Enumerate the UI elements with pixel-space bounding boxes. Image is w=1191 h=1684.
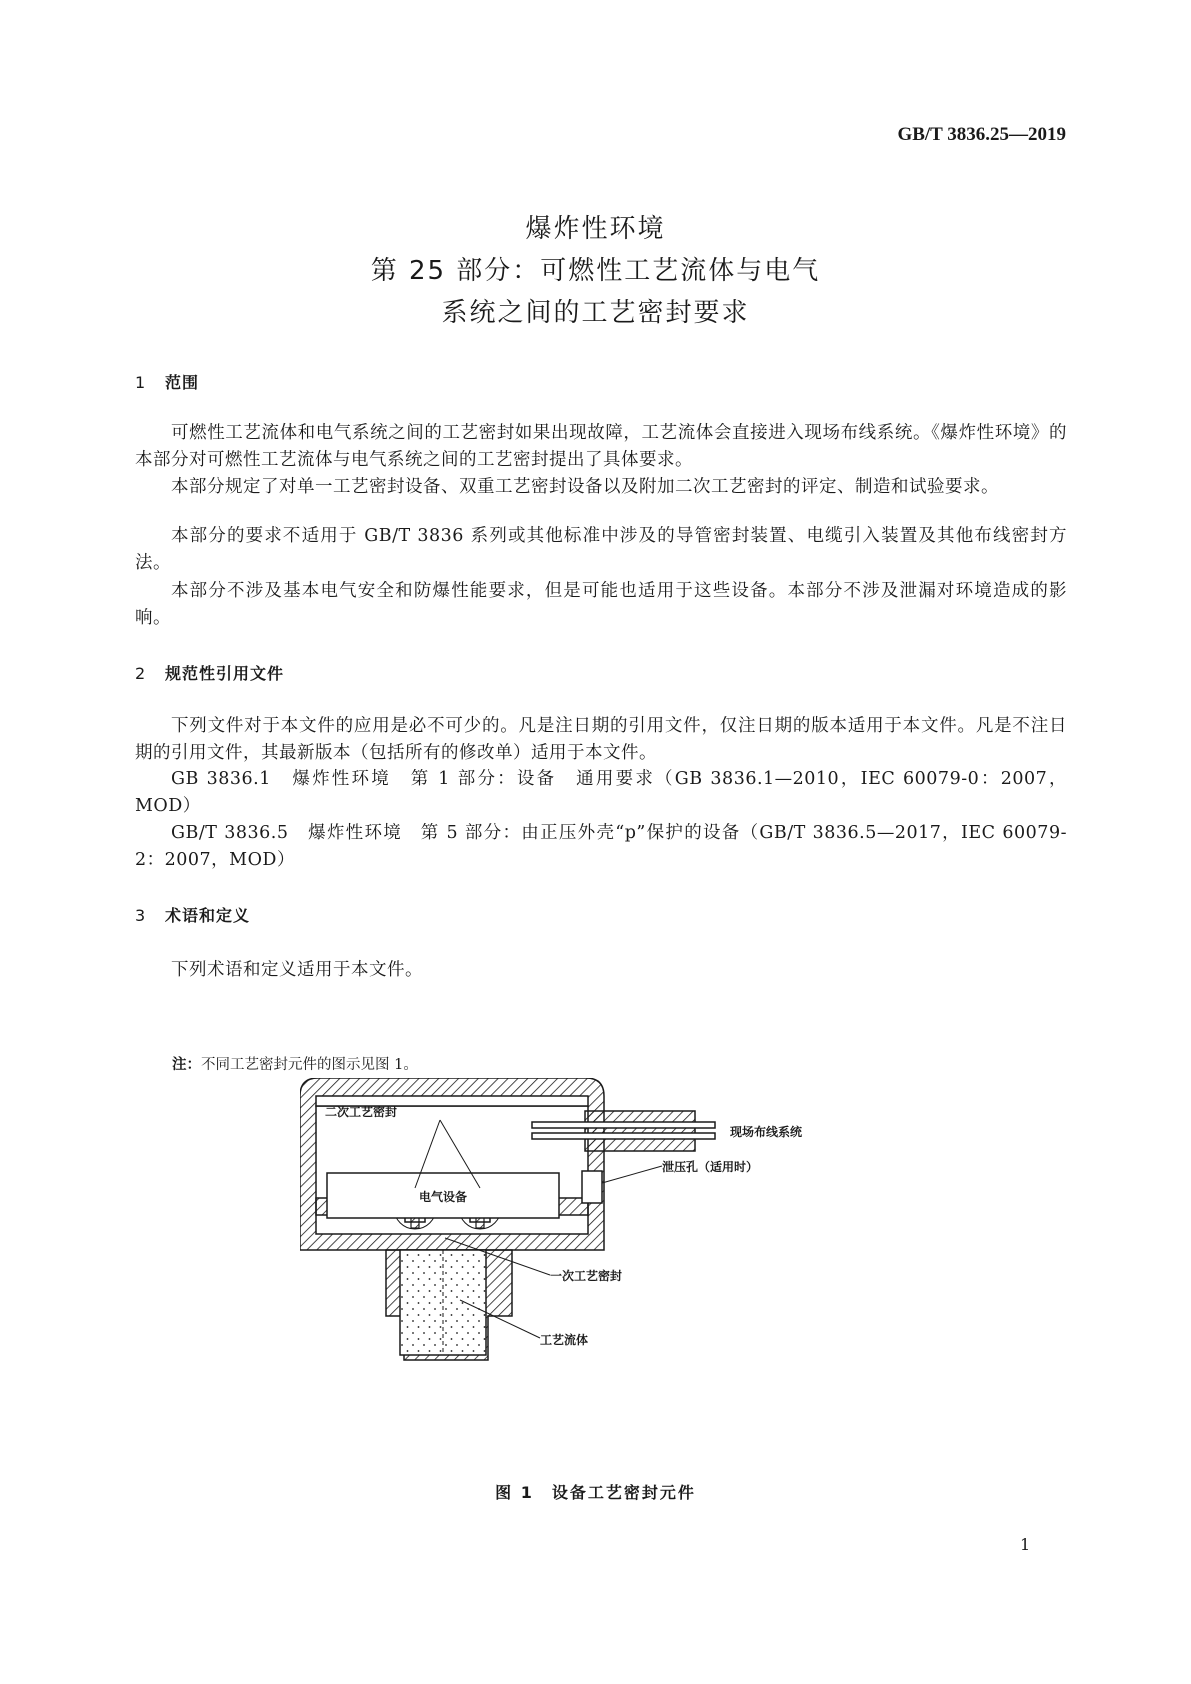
label-secondary-seal: 二次工艺密封	[325, 1105, 398, 1119]
note-label: 注：	[172, 1057, 201, 1073]
section-number: 3	[135, 906, 147, 925]
section-heading-scope	[135, 370, 199, 393]
section-title: 术语和定义	[165, 906, 251, 925]
paragraph: 下列术语和定义适用于本文件。	[171, 960, 423, 980]
section-heading-normative-references	[135, 661, 284, 684]
label-process-fluid: 工艺流体	[540, 1333, 589, 1347]
label-electrical-equipment: 电气设备	[418, 1190, 468, 1204]
document-title-line-1: 爆炸性环境	[525, 214, 666, 244]
document-title-line-3: 系统之间的工艺密封要求	[441, 298, 750, 328]
paragraph: 本部分的要求不适用于 GB/T 3836 系列或其他标准中涉及的导管密封装置、电缆引入装置及其他布线密封方法。	[135, 526, 1067, 573]
figure-caption: 图 1 设备工艺密封元件	[495, 1483, 696, 1502]
label-field-wiring: 现场布线系统	[730, 1125, 803, 1139]
paragraph: 可燃性工艺流体和电气系统之间的工艺密封如果出现故障，工艺流体会直接进入现场布线系统。《爆炸性环境》的本部分对可燃性工艺流体与电气系统之间的工艺密封提出了具体要求。	[135, 423, 1067, 470]
paragraph: 本部分不涉及基本电气安全和防爆性能要求，但是可能也适用于这些设备。本部分不涉及泄漏对环境造成的影响。	[135, 581, 1067, 628]
label-vent: 泄压孔（适用时）	[662, 1160, 759, 1174]
wiring-conductor	[532, 1122, 715, 1128]
reference-entry: GB/T 3836.5 爆炸性环境 第 5 部分：由正压外壳“p”保护的设备（GB/T 3836.5—2017，IEC 60079-2：2007，MOD）	[135, 823, 1067, 870]
figure-note	[172, 1053, 418, 1074]
section-number: 2	[135, 664, 147, 683]
paragraph: 下列文件对于本文件的应用是必不可少的。凡是注日期的引用文件，仅注日期的版本适用于本文件。凡是不注日期的引用文件，其最新版本（包括所有的修改单）适用于本文件。	[135, 716, 1067, 763]
leader-line	[602, 1166, 662, 1183]
section-heading-terms	[135, 903, 250, 926]
page-number: 1	[1020, 1535, 1031, 1554]
document-title-line-2: 第 25 部分：可燃性工艺流体与电气	[370, 256, 821, 286]
wiring-conduit	[585, 1111, 695, 1151]
figure-process-seal-diagram	[300, 1078, 860, 1458]
vent-symbol	[582, 1171, 602, 1203]
note-text: 不同工艺密封元件的图示见图 1。	[201, 1057, 418, 1073]
reference-entry: GB 3836.1 爆炸性环境 第 1 部分：设备 通用要求（GB 3836.1—2010，IEC 60079-0：2007，MOD）	[135, 769, 1067, 816]
section-title: 范围	[165, 373, 200, 392]
standard-code: GB/T 3836.25—2019	[897, 124, 1066, 145]
section-number: 1	[135, 373, 147, 392]
wiring-conductor	[532, 1133, 715, 1139]
label-primary-seal: 一次工艺密封	[550, 1269, 623, 1283]
paragraph: 本部分规定了对单一工艺密封设备、双重工艺密封设备以及附加二次工艺密封的评定、制造和试验要求。	[171, 477, 999, 497]
section-title: 规范性引用文件	[165, 664, 285, 683]
